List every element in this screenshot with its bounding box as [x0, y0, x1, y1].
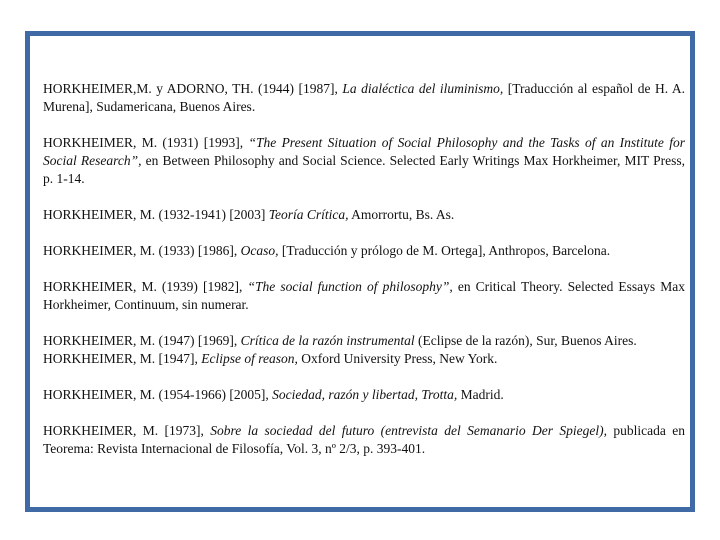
reference-title: Eclipse of reason, [201, 351, 298, 366]
reference-item [43, 386, 685, 404]
reference-author-year: HORKHEIMER, M. [1973], [43, 423, 211, 438]
reference-item [43, 278, 685, 314]
reference-author-year: HORKHEIMER, M. (1933) [1986], [43, 243, 241, 258]
reference-item [43, 242, 685, 260]
reference-item [43, 422, 685, 458]
reference-title: Teoría Crítica, [268, 207, 349, 222]
reference-title: Sobre la sociedad del futuro (entrevista del Semanario Der Spiegel), [210, 423, 607, 438]
slide-frame [25, 31, 695, 512]
reference-author-year: HORKHEIMER, M. (1947) [1969], [43, 333, 241, 348]
reference-list [43, 80, 685, 476]
reference-item [43, 332, 685, 368]
reference-author-year: HORKHEIMER, M. (1932-1941) [2003] [43, 207, 269, 222]
reference-details: publicada en Teorema: Revista Internacional de Filosofía, Vol. 3, nº 2/3, p. 393-401. [43, 423, 685, 456]
reference-details: (Eclipse de la razón), Sur, Buenos Aires. [414, 333, 637, 348]
reference-details: en Between Philosophy and Social Science. Selected Early Writings Max Horkheimer, MIT Press, p. 1-14. [43, 153, 685, 186]
reference-details: [Traducción y prólogo de M. Ortega], Anthropos, Barcelona. [278, 243, 611, 258]
reference-line [43, 332, 685, 350]
reference-item [43, 134, 685, 188]
reference-line [43, 350, 685, 368]
reference-details: Madrid. [457, 387, 504, 402]
reference-title: Crítica de la razón instrumental [240, 333, 415, 348]
reference-author-year: HORKHEIMER, M. (1954-1966) [2005], [43, 387, 273, 402]
reference-title: La dialéctica del iluminismo, [342, 81, 504, 96]
reference-title: Sociedad, razón y libertad, Trotta, [272, 387, 458, 402]
reference-author-year: HORKHEIMER, M. [1947], [43, 351, 202, 366]
reference-item [43, 80, 685, 116]
reference-author-year: HORKHEIMER,M. y ADORNO, TH. (1944) [1987], [43, 81, 343, 96]
reference-title: Ocaso, [240, 243, 279, 258]
reference-details: en Critical Theory. Selected Essays Max Horkheimer, Continuum, sin numerar. [43, 279, 685, 312]
reference-author-year: HORKHEIMER, M. (1939) [1982], [43, 279, 248, 294]
reference-title: “The social function of philosophy”, [247, 279, 453, 294]
reference-details: Oxford University Press, New York. [297, 351, 498, 366]
reference-details: [Traducción al español de H. A. Murena], Sudamericana, Buenos Aires. [43, 81, 685, 114]
reference-title: “The Present Situation of Social Philosophy and the Tasks of an Institute for Social Research”, [43, 135, 686, 168]
reference-item [43, 206, 685, 224]
reference-details: Amorrortu, Bs. As. [348, 207, 455, 222]
reference-author-year: HORKHEIMER, M. (1931) [1993], [43, 135, 249, 150]
